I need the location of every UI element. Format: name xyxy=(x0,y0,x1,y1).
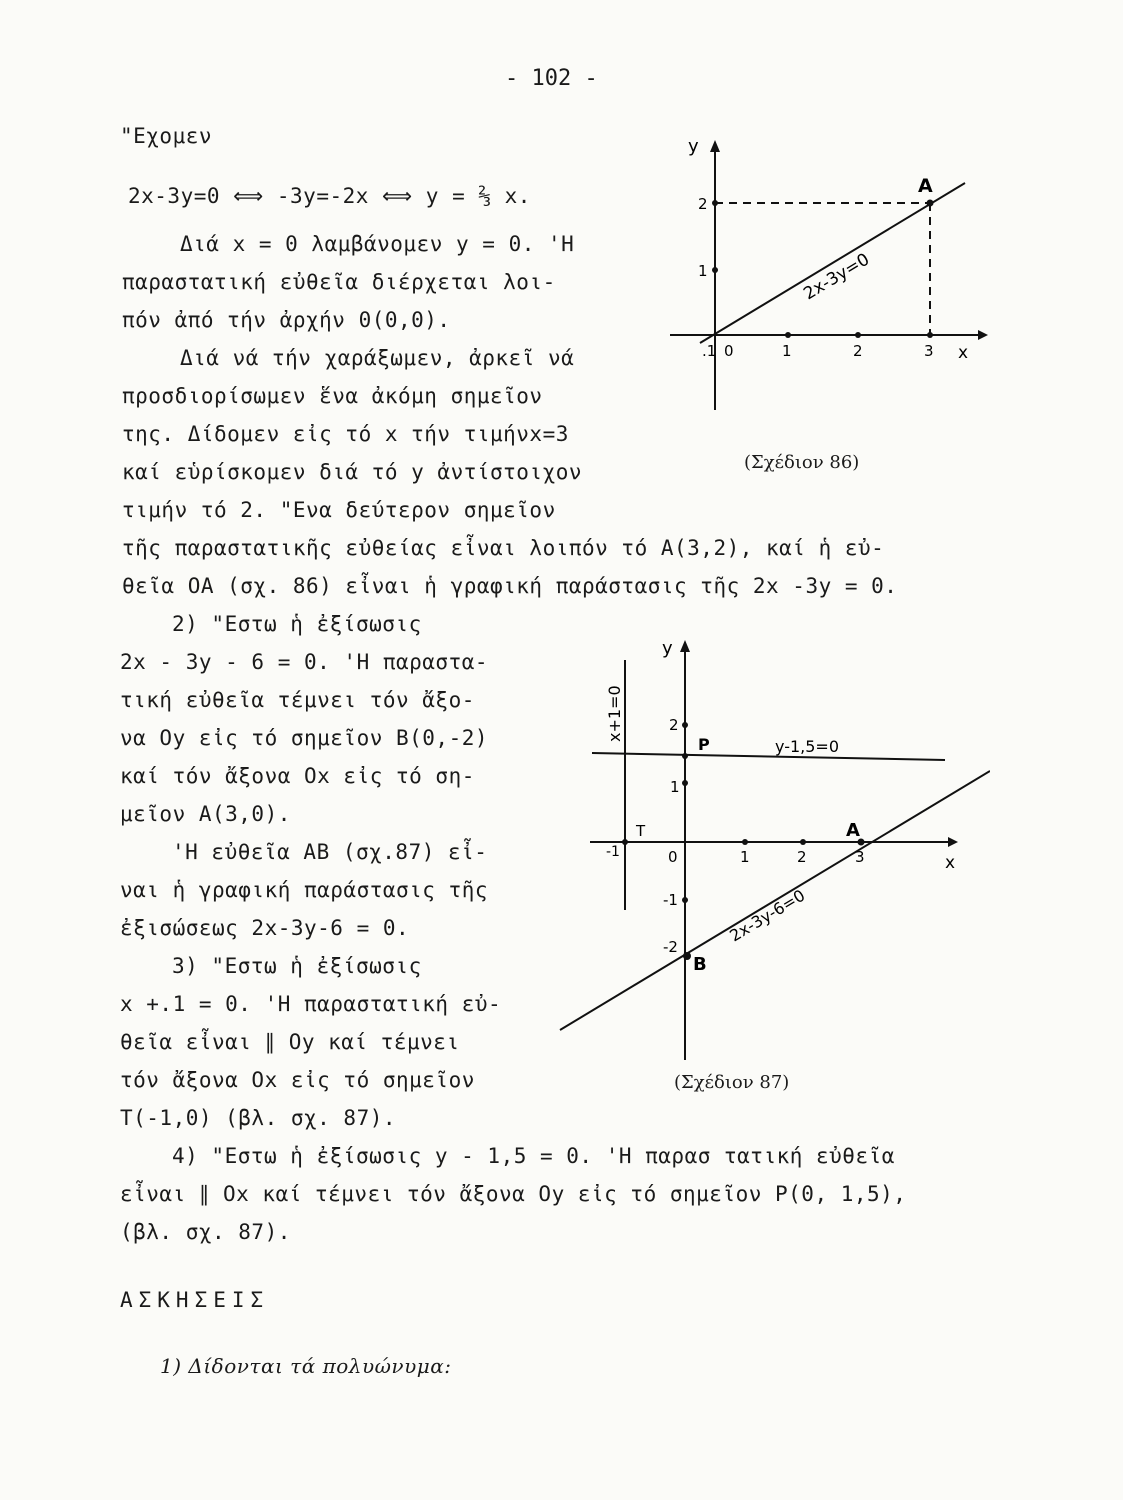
oblique-line-label: 2x-3y-6=0 xyxy=(726,885,809,946)
text-line: παραστατική εὐθεῖα διέρχεται λοι- xyxy=(122,270,556,294)
text-line: "Εχομεν xyxy=(120,124,213,148)
x-tick-label-2: 2 xyxy=(853,342,863,360)
x-tick-label-3: 3 xyxy=(855,848,865,866)
point-T-label: T xyxy=(636,822,646,840)
x-axis-arrow xyxy=(948,837,958,847)
text-line: 3) "Εστω ἡ ἐξίσωσις xyxy=(172,954,422,978)
text-line: μεῖον A(3,0). xyxy=(120,802,291,826)
horizontal-line-label: y-1,5=0 xyxy=(775,737,839,756)
text-line: x +.1 = 0. 'Η παραστατική εὐ- xyxy=(120,992,502,1016)
text-line: 2x - 3y - 6 = 0. 'Η παραστα- xyxy=(120,650,489,674)
text-line: (βλ. σχ. 87). xyxy=(120,1220,291,1244)
y-axis-arrow xyxy=(710,140,720,152)
text-line: ναι ἡ γραφική παράστασις τῆς xyxy=(120,878,489,902)
figure-87-caption: (Σχέδιον 87) xyxy=(674,1072,790,1093)
text-line: της. Δίδομεν εἰς τό x τήν τιμήνx=3 xyxy=(122,422,569,446)
y-tick-1 xyxy=(712,267,718,273)
x-tick-1 xyxy=(742,839,748,845)
x-tick-label-1: 1 xyxy=(782,342,792,360)
exercise-1-text: 1) Δίδονται τά πολυώνυμα: xyxy=(160,1354,452,1378)
point-A xyxy=(927,200,934,207)
text-line: θεῖα εἶναι ∥ Oy καί τέμνει xyxy=(120,1030,460,1054)
y-tick-2 xyxy=(682,722,688,728)
y-axis-label: y xyxy=(688,136,699,157)
text-line: 'Η εὐθεῖα AB (σχ.87) εἶ- xyxy=(172,840,488,864)
text-line: προσδιορίσωμεν ἕνα ἀκόμη σημεῖον xyxy=(122,384,543,408)
text-line: τόν ἄξονα Ox εἰς τό σημεῖον xyxy=(120,1068,475,1092)
text-line: τική εὐθεῖα τέμνει τόν ἄξο- xyxy=(120,688,475,712)
equation-line: 2x-3y=0 ⟺ -3y=-2x ⟺ y = ⅔ x. xyxy=(128,184,531,208)
y-tick-label-2: 2 xyxy=(698,195,708,213)
x-tick-label-2: 2 xyxy=(797,848,807,866)
y-tick-label-1: 1 xyxy=(698,262,708,280)
text-line: Διά νά τήν χαράξωμεν, ἀρκεῖ νά xyxy=(180,346,575,370)
text-line: πόν ἀπό τήν ἀρχήν 0(0,0). xyxy=(122,308,451,332)
text-line: καί εὑρίσκομεν διά τό y ἀντίστοιχον xyxy=(122,460,583,484)
text-line: θεῖα OA (σχ. 86) εἶναι ἡ γραφική παράστασις τῆς 2x -3y = 0. xyxy=(122,574,898,598)
text-line: εἶναι ∥ Ox καί τέμνει τόν ἄξονα Oy εἰς τό σημεῖον P(0, 1,5), xyxy=(120,1182,907,1206)
text-line: T(-1,0) (βλ. σχ. 87). xyxy=(120,1106,397,1130)
text-line: καί τόν ἄξονα Ox εἰς τό ση- xyxy=(120,764,475,788)
y-tick-label-2: 2 xyxy=(669,716,679,734)
text-line: τιμήν τό 2. "Ενα δεύτερον σημεῖον xyxy=(122,498,556,522)
point-B-label: B xyxy=(693,954,707,975)
line-label: 2x-3y=0 xyxy=(800,249,874,305)
x-tick-label-1: 1 xyxy=(740,848,750,866)
text-line: τῆς παραστατικῆς εὐθείας εἶναι λοιπόν τό A(3,2), καί ἡ εὐ- xyxy=(122,536,885,560)
figure-86 xyxy=(660,130,990,420)
point-A-label: A xyxy=(846,820,860,841)
x-axis-arrow xyxy=(978,330,988,340)
x-tick-label-3: 3 xyxy=(924,342,934,360)
line-2x-3y-0 xyxy=(700,183,965,343)
y-axis-label: y xyxy=(662,638,673,659)
origin-label: 0 xyxy=(724,342,734,360)
figure-87 xyxy=(550,630,990,1070)
y-axis-arrow xyxy=(680,640,690,652)
text-line: να Oy εἰς τό σημεῖον B(0,-2) xyxy=(120,726,489,750)
vertical-line-label: x+1=0 xyxy=(605,685,624,742)
page-number: - 102 - xyxy=(505,66,598,91)
point-P-label: P xyxy=(698,735,710,754)
point-P xyxy=(682,753,688,759)
negative-tick-label: .1 xyxy=(702,342,717,360)
figure-86-caption: (Σχέδιον 86) xyxy=(744,452,860,473)
section-title: ΑΣΚΗΣΕΙΣ xyxy=(120,1288,270,1312)
y-tick-neg1 xyxy=(682,897,688,903)
point-A-label: A xyxy=(918,175,933,197)
text-line: 4) "Εστω ἡ ἐξίσωσις y - 1,5 = 0. 'Η παρασ τατική εὐθεῖα xyxy=(172,1144,895,1168)
exercise-1 xyxy=(160,1354,452,1378)
text-line: Διά x = 0 λαμβάνομεν y = 0. 'Η xyxy=(180,232,575,256)
y-tick-label-1: 1 xyxy=(670,778,680,796)
origin-label: 0 xyxy=(668,848,678,866)
x-tick-2 xyxy=(800,839,806,845)
text-line: ἐξισώσεως 2x-3y-6 = 0. xyxy=(120,916,410,940)
y-tick-label-neg1: -1 xyxy=(663,891,678,909)
x-axis-label: x xyxy=(958,343,969,363)
point-B xyxy=(683,952,691,960)
x-tick-1 xyxy=(785,332,791,338)
x-axis-label: x xyxy=(945,853,956,873)
y-tick-1 xyxy=(682,780,688,786)
text-line: 2) "Εστω ἡ ἐξίσωσις xyxy=(172,612,422,636)
point-T xyxy=(622,839,628,845)
x-tick-2 xyxy=(855,332,861,338)
y-tick-label-neg2: -2 xyxy=(663,938,678,956)
line-y-minus-1-5 xyxy=(592,753,945,760)
x-tick-label-neg1: -1 xyxy=(606,844,620,860)
